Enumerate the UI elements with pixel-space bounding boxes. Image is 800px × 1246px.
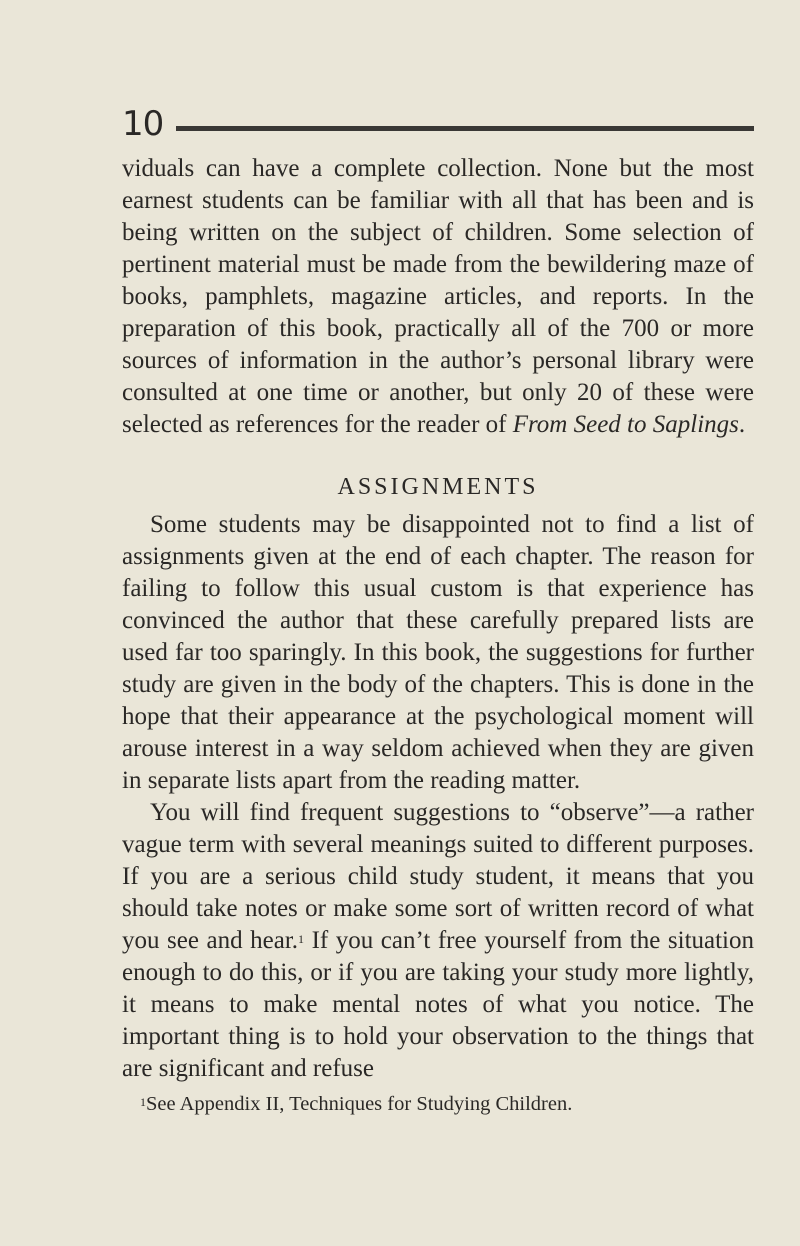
- paragraph-1: [122, 153, 754, 441]
- paragraph-2: Some students may be disappointed not to find a list of assignments given at the end of each chapter. The reason for failing to follow this usual custom is that experience has convinced the author that these carefully prepared lists are used far too sparingly. In this book, the suggestions for further study are given in the body of the chapters. This is done in the hope that their appearance at the psychological moment will arouse interest in a way seldom achieved when they are given in separate lists apart from the reading matter.: [122, 511, 754, 794]
- footnote: [122, 1089, 754, 1119]
- section-heading: ASSIGNMENTS: [337, 474, 539, 500]
- paragraph-3-after: If you can’t free yourself from the situation enough to do this, or if you are taking your study more lightly, it means to make mental notes of what you notice. The important thing is to hold your observation to the things that are significant and refuse: [122, 927, 754, 1082]
- page-number: 10: [122, 104, 164, 144]
- book-page: [122, 95, 754, 1119]
- book-title: From Seed to Saplings: [512, 411, 739, 438]
- header-rule: [176, 126, 754, 131]
- footnote-reference: 1: [298, 932, 305, 946]
- footnote-text: See Appendix II, Techniques for Studying Children.: [146, 1093, 573, 1115]
- paragraph-1-end: .: [738, 411, 746, 438]
- page-header: [122, 95, 754, 153]
- paragraph-1-text: viduals can have a complete collection. None but the most earnest students can be familiar with all that has been and is being written on the subject of children. Some selection of pertinent material must be made from the bewildering maze of books, pamphlets, magazine articles, and reports. In the preparation of this book, practically all of the 700 or more sources of information in the author’s personal library were consulted at one time or another, but only 20 of these were selected as references for the reader of: [122, 155, 754, 438]
- paragraph-3: [122, 797, 754, 1085]
- paragraph-3-before: You will find frequent suggestions to “observe”—a rather vague term with several meanings suited to different purposes. If you are a serious child study student, it means that you should take notes or make some sort of written record of what you see and hear.: [122, 799, 754, 954]
- footnote-marker: 1: [140, 1095, 146, 1109]
